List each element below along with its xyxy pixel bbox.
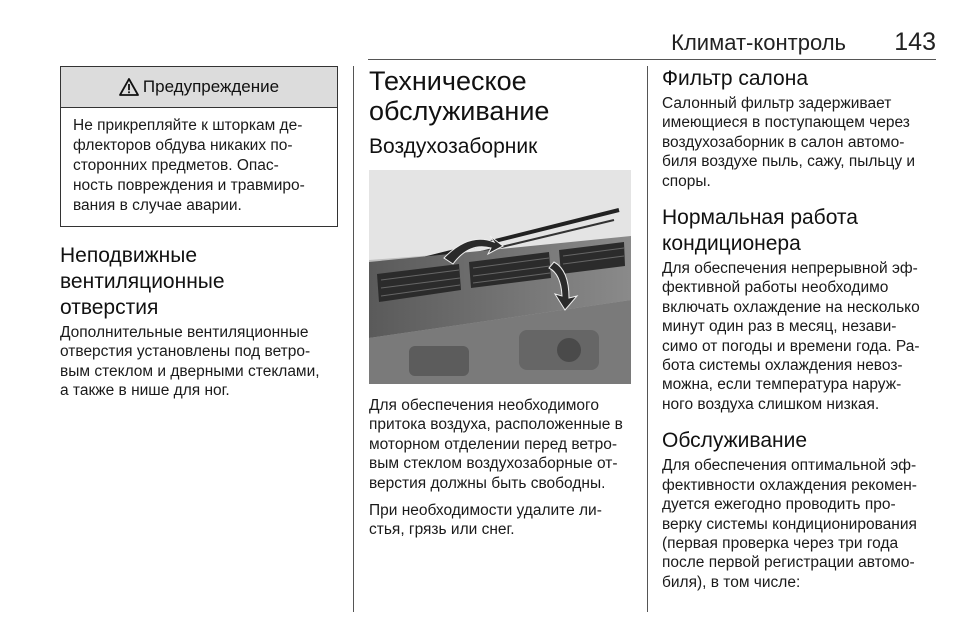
header-rule bbox=[368, 59, 936, 60]
text-line: фективности охлаждения рекомен- bbox=[662, 476, 917, 494]
text-line: стья, грязь или снег. bbox=[369, 521, 515, 539]
heading-line: Техническое bbox=[369, 66, 527, 96]
text-line: воздухозаборник в салон автомо- bbox=[662, 133, 905, 151]
warning-line: Не прикрепляйте к шторкам де- bbox=[73, 117, 303, 134]
text-line: Салонный фильтр задерживает bbox=[662, 95, 892, 112]
text-line: можна, если температура наруж- bbox=[662, 376, 902, 394]
maintenance-heading bbox=[369, 66, 633, 126]
text-line: биля), в том числе: bbox=[662, 573, 801, 591]
column-divider-right bbox=[647, 66, 648, 612]
text-line: споры. bbox=[662, 172, 711, 190]
column-right bbox=[662, 66, 928, 592]
heading-line: Неподвижные bbox=[60, 244, 197, 267]
text-line: а также в нише для ног. bbox=[60, 382, 230, 400]
column-left bbox=[60, 66, 338, 401]
air-intake-heading: Воздухозаборник bbox=[369, 135, 538, 158]
text-line: Для обеспечения непрерывной эф- bbox=[662, 260, 918, 278]
text-line: фективной работы необходимо bbox=[662, 279, 889, 297]
text-line: минут один раз в месяц, незави- bbox=[662, 318, 897, 336]
column-divider-left bbox=[353, 66, 354, 612]
service-text bbox=[662, 456, 928, 592]
text-line: Для обеспечения оптимальной эф- bbox=[662, 457, 917, 475]
service-heading: Обслуживание bbox=[662, 429, 808, 453]
text-line: Дополнительные вентиляционные bbox=[60, 324, 309, 341]
text-line: вым стеклом воздухозаборные от- bbox=[369, 455, 618, 473]
warning-line: сторонних предметов. Опас- bbox=[73, 157, 279, 174]
text-line: после первой регистрации автомо- bbox=[662, 554, 915, 572]
air-intake-text bbox=[369, 396, 633, 493]
warning-triangle-icon bbox=[119, 78, 139, 96]
text-line: верстия должны быть свободны. bbox=[369, 474, 606, 492]
text-line: При необходимости удалите ли- bbox=[369, 502, 602, 520]
text-line: имеющиеся в поступающем через bbox=[662, 114, 910, 132]
warning-line: флекторов обдува никаких по- bbox=[73, 137, 293, 154]
heading-line: обслуживание bbox=[369, 96, 550, 126]
text-line: отверстия установлены под ветро- bbox=[60, 343, 311, 361]
warning-line: вания в случае аварии. bbox=[73, 197, 242, 214]
text-line: (первая проверка через три года bbox=[662, 534, 899, 552]
page-header bbox=[0, 24, 936, 60]
text-line: биля воздухе пыль, сажу, пыльцу и bbox=[662, 153, 916, 171]
page-number: 143 bbox=[894, 28, 936, 56]
remove-debris-text bbox=[369, 501, 633, 540]
text-line: моторном отделении перед ветро- bbox=[369, 435, 618, 453]
column-middle bbox=[369, 66, 633, 540]
text-line: симо от погоды и времени года. Ра- bbox=[662, 337, 920, 355]
warning-line: ность повреждения и травмиро- bbox=[73, 177, 305, 194]
ac-operation-heading bbox=[662, 205, 928, 257]
text-line: вым стеклом и дверными стеклами, bbox=[60, 362, 320, 380]
warning-title: Предупреждение bbox=[142, 77, 280, 96]
text-line: притока воздуха, расположенные в bbox=[369, 416, 623, 434]
heading-line: Нормальная работа bbox=[662, 206, 858, 230]
text-line: включать охлаждение на несколько bbox=[662, 298, 920, 316]
fixed-vents-text bbox=[60, 323, 338, 401]
warning-text bbox=[61, 108, 337, 226]
ac-operation-text bbox=[662, 259, 928, 414]
heading-line: вентиляционные bbox=[60, 270, 225, 293]
text-line: Для обеспечения необходимого bbox=[369, 397, 599, 414]
text-line: ного воздуха слишком низкая. bbox=[662, 395, 880, 413]
text-line: верку системы кондиционирования bbox=[662, 515, 917, 533]
cabin-filter-text bbox=[662, 94, 928, 191]
heading-line: отверстия bbox=[60, 296, 159, 319]
section-title: Климат-контроль bbox=[671, 30, 846, 55]
cabin-filter-heading: Фильтр салона bbox=[662, 67, 809, 90]
air-intake-photo bbox=[369, 170, 631, 384]
warning-header bbox=[61, 67, 337, 108]
heading-line: кондиционера bbox=[662, 232, 801, 256]
warning-box bbox=[60, 66, 338, 227]
text-line: дуется ежегодно проводить про- bbox=[662, 496, 896, 514]
text-line: бота системы охлаждения невоз- bbox=[662, 357, 903, 375]
fixed-vents-heading bbox=[60, 243, 338, 321]
